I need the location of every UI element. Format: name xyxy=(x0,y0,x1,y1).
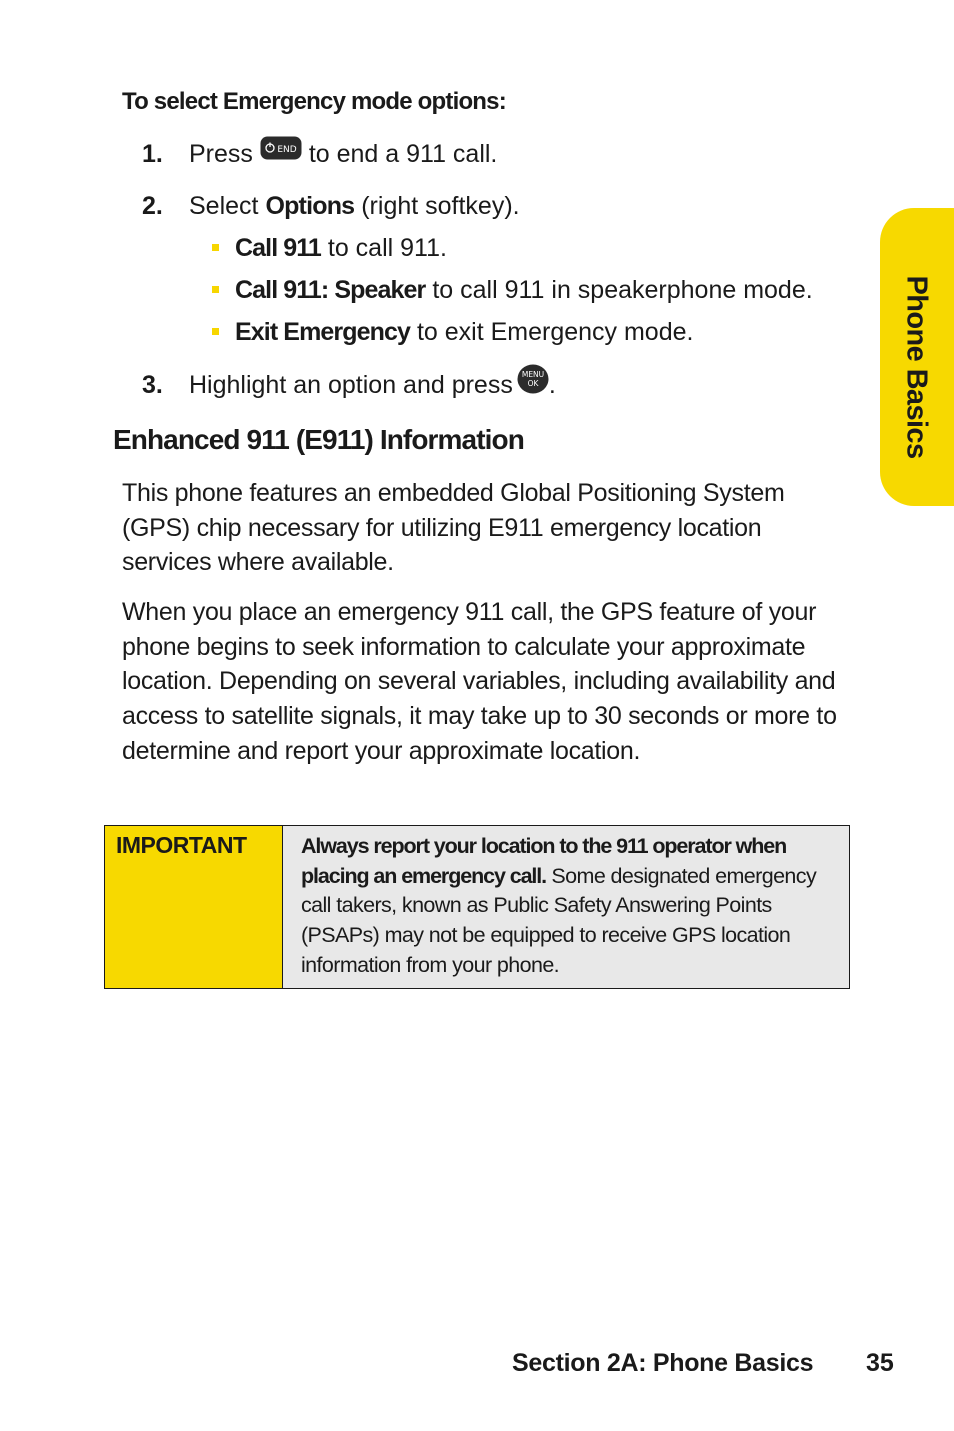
bullet-text: to call 911. xyxy=(327,234,447,262)
paragraph-gps-details: When you place an emergency 911 call, the GPS feature of your phone begins to seek information to calculate your approximate location. Depending on several variables, including availability and access to satellite signals, it may take up to 30 seconds or more to determine and report your approximate location. xyxy=(122,598,837,765)
section-title: Enhanced 911 (E911) Information xyxy=(113,424,524,455)
step-text-after: to end a 911 call. xyxy=(308,140,498,168)
page-number: 35 xyxy=(866,1349,894,1377)
step-number: 1. xyxy=(142,140,163,168)
bullet-item-exit-emergency xyxy=(212,315,693,349)
step-2 xyxy=(142,189,520,223)
menu-key-label: MENU xyxy=(521,370,544,379)
step-text: Highlight an option and press xyxy=(189,371,513,400)
callout-body xyxy=(283,826,849,988)
bullet-text: to call 911 in speakerphone mode. xyxy=(432,276,813,304)
bullet-square-icon xyxy=(212,244,219,251)
chapter-side-tab-label: Phone Basics xyxy=(900,275,933,459)
important-callout xyxy=(104,825,850,989)
menu-ok-key-icon xyxy=(517,364,549,403)
footer-section-title: Section 2A: Phone Basics xyxy=(512,1349,814,1377)
step-1 xyxy=(142,137,497,172)
step-text-after: (right softkey). xyxy=(361,192,520,220)
bullet-term: Call 911: Speaker xyxy=(235,276,426,304)
bullet-term: Exit Emergency xyxy=(235,318,410,346)
step-number: 2. xyxy=(142,192,163,220)
bullet-item-call-911 xyxy=(212,231,447,265)
callout-text: Some designated emergency call takers, known as Public Safety Answering Points (PSAPs) may not be equipped to receive GPS location information from your phone. xyxy=(301,863,817,977)
ok-key-label: OK xyxy=(527,379,539,388)
bullet-item-call-911-speaker xyxy=(212,273,813,307)
bullet-square-icon xyxy=(212,328,219,335)
bullet-square-icon xyxy=(212,286,219,293)
step-text-after: . xyxy=(548,371,556,400)
step-text: Press xyxy=(189,140,253,168)
step-number: 3. xyxy=(142,371,163,400)
options-softkey-label: Options xyxy=(265,192,355,220)
bullet-text: to exit Emergency mode. xyxy=(416,318,694,346)
end-key-label: END xyxy=(277,145,297,156)
paragraph-gps-intro: This phone features an embedded Global Positioning System (GPS) chip necessary for utilizing E911 emergency location services where available. xyxy=(122,479,785,577)
procedure-heading: To select Emergency mode options: xyxy=(122,88,506,115)
end-key-icon xyxy=(260,135,302,169)
callout-label: IMPORTANT xyxy=(105,826,283,988)
bullet-term: Call 911 xyxy=(235,234,321,262)
step-3 xyxy=(142,367,556,406)
step-text: Select xyxy=(189,192,259,220)
callout-bold-text: Always report your location to the 911 operator when placing an emergency call. xyxy=(301,834,787,888)
